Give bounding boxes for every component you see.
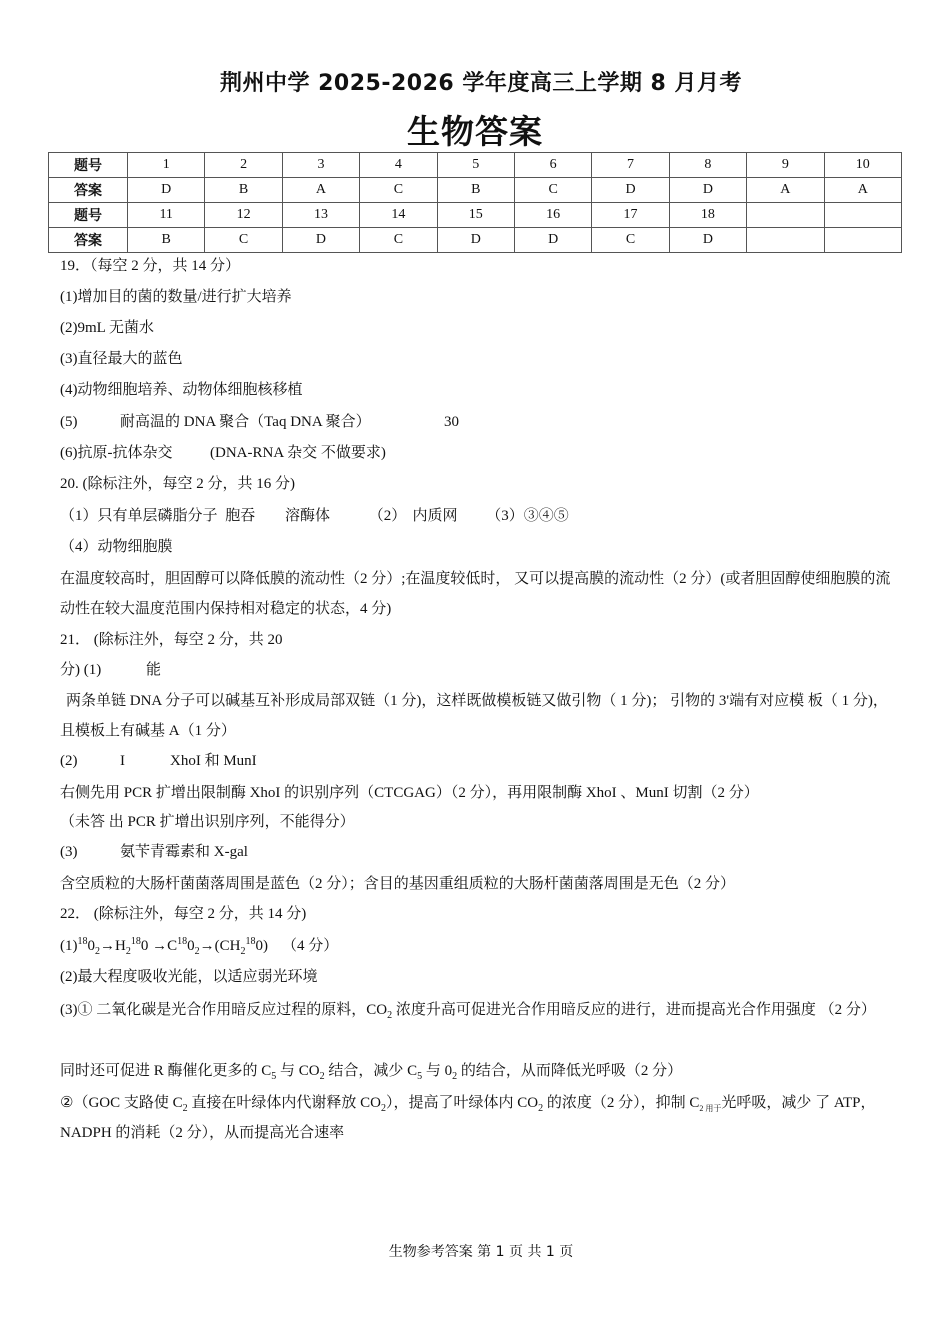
formula-part: 0 bbox=[87, 938, 95, 954]
subscript: 2 bbox=[125, 946, 131, 957]
answer-table bbox=[48, 152, 902, 253]
q20-answer-2-label: （2） bbox=[368, 508, 407, 524]
q21-answer-2-explanation: 右侧先用 PCR 扩增出限制酶 XhoI 的识别序列（CTCGAG）（2 分），再用限制酶 XhoI 、MunI 切割（2 分） bbox=[60, 785, 759, 801]
q20-answer-4-explanation: 在温度较高时，胆固醇可以降低膜的流动性（2 分）;在温度较低时， 又可以提高膜的流动性（2 分）(或者胆固醇使细胞膜的流动性在较大温度范围内保持相对稳定的状态，4 分) bbox=[60, 571, 891, 617]
q21-answer-3 bbox=[60, 842, 248, 862]
number-cell: 12 bbox=[205, 203, 282, 228]
isotope-mark: 18 bbox=[130, 936, 141, 947]
formula-part: 0) bbox=[255, 938, 268, 954]
subscript: 2 bbox=[380, 1103, 386, 1114]
subscript: 2 bbox=[319, 1071, 325, 1082]
text-part: 的结合，从而降低光呼吸（2 分） bbox=[457, 1063, 683, 1079]
formula-part: 0 →C bbox=[140, 938, 178, 954]
table-row bbox=[49, 153, 902, 178]
number-cell: 9 bbox=[747, 153, 824, 178]
number-cell: 15 bbox=[437, 203, 514, 228]
answer-cell: C bbox=[360, 228, 437, 253]
text-part: 与 CO bbox=[276, 1063, 320, 1079]
number-cell: 7 bbox=[592, 153, 669, 178]
answer-cell: C bbox=[592, 228, 669, 253]
formula-part: 0 bbox=[187, 938, 195, 954]
q21-answer-1 bbox=[60, 660, 161, 680]
answer-cell: C bbox=[514, 178, 591, 203]
formula-part: →(CH bbox=[199, 938, 241, 954]
q19-answer-3: (3)直径最大的蓝色 bbox=[60, 351, 183, 367]
q21-answer-3-explanation: 含空质粒的大肠杆菌菌落周围是蓝色（2 分）；含目的基因重组质粒的大肠杆菌菌落周围是无色（2 分） bbox=[60, 876, 736, 892]
q20-answer-1c: 溶酶体 bbox=[285, 508, 331, 524]
text-part: 结合，减少 C bbox=[324, 1063, 418, 1079]
isotope-mark: 18 bbox=[245, 936, 256, 947]
number-cell bbox=[824, 203, 901, 228]
header-cell: 题号 bbox=[49, 203, 128, 228]
q21-answer-2-label: (2) bbox=[60, 753, 78, 769]
q21-answer-3-label: (3) bbox=[60, 844, 78, 860]
subscript: 2 用于 bbox=[699, 1104, 722, 1113]
answer-cell: D bbox=[514, 228, 591, 253]
q21-answer-3-text: 氨苄青霉素和 X-gal bbox=[120, 844, 248, 860]
number-cell: 4 bbox=[360, 153, 437, 178]
q19-answer-5-label: (5) bbox=[60, 414, 78, 430]
q19-answer-6-label: (6)抗原-抗体杂交 bbox=[60, 445, 173, 461]
score-note: （4 分） bbox=[281, 938, 339, 954]
text-part: 直接在叶绿体内代谢释放 CO bbox=[187, 1095, 381, 1111]
q22-answer-1 bbox=[60, 936, 338, 956]
q19-answer-5-text: 耐高温的 DNA 聚合（Taq DNA 聚合） bbox=[120, 414, 371, 430]
q21-answer-2-text: XhoI 和 MunI bbox=[170, 753, 257, 769]
answer-cell: D bbox=[437, 228, 514, 253]
q21-answer-2-note: （未答 出 PCR 扩增出识别序列，不能得分） bbox=[60, 814, 355, 830]
table-row bbox=[49, 228, 902, 253]
q19-answer-5 bbox=[60, 412, 459, 432]
answer-cell: B bbox=[205, 178, 282, 203]
header-cell: 答案 bbox=[49, 228, 128, 253]
document-title: 荆州中学 2025-2026 学年度高三上学期 8 月月考 bbox=[219, 71, 743, 96]
q19-answer-6 bbox=[60, 443, 386, 463]
subscript: 2 bbox=[452, 1071, 458, 1082]
q22-heading: 22． (除标注外，每空 2 分，共 14 分) bbox=[60, 906, 307, 922]
isotope-mark: 18 bbox=[77, 936, 88, 947]
number-cell: 14 bbox=[360, 203, 437, 228]
answer-cell: D bbox=[669, 178, 746, 203]
table-row bbox=[49, 178, 902, 203]
q20-answer-4: （4）动物细胞膜 bbox=[60, 539, 173, 555]
answer-cell: D bbox=[669, 228, 746, 253]
header-cell: 答案 bbox=[49, 178, 128, 203]
number-cell: 1 bbox=[128, 153, 205, 178]
q20-answer-3: （3）③④⑤ bbox=[486, 508, 569, 524]
text-part: 同时还可促进 R 酶催化更多的 C bbox=[60, 1063, 272, 1079]
answer-cell: B bbox=[128, 228, 205, 253]
page-footer: 生物参考答案 第 1 页 共 1 页 bbox=[388, 1244, 574, 1260]
text-part: 的浓度（2 分），抑制 C bbox=[543, 1095, 700, 1111]
q20-answer-1-label: （1）只有单层磷脂分子 bbox=[60, 508, 218, 524]
number-cell: 13 bbox=[282, 203, 359, 228]
answer-cell bbox=[824, 228, 901, 253]
q20-answer-1-3 bbox=[60, 506, 569, 526]
subscript: 2 bbox=[387, 1010, 393, 1021]
number-cell: 10 bbox=[824, 153, 901, 178]
header-cell: 题号 bbox=[49, 153, 128, 178]
answer-cell: D bbox=[128, 178, 205, 203]
subscript: 2 bbox=[538, 1103, 544, 1114]
isotope-mark: 18 bbox=[177, 936, 188, 947]
q19-answer-1: (1)增加目的菌的数量/进行扩大培养 bbox=[60, 289, 292, 305]
q20-answer-2-text: 内质网 bbox=[412, 508, 458, 524]
subscript: 5 bbox=[417, 1071, 423, 1082]
number-cell: 5 bbox=[437, 153, 514, 178]
subscript: 2 bbox=[95, 946, 100, 957]
q20-answer-1b: 胞吞 bbox=[225, 508, 256, 524]
number-cell: 6 bbox=[514, 153, 591, 178]
number-cell: 8 bbox=[669, 153, 746, 178]
answer-cell bbox=[747, 228, 824, 253]
q20-heading: 20. (除标注外，每空 2 分，共 16 分) bbox=[60, 476, 295, 492]
q21-heading-cont: 分) (1) bbox=[60, 662, 102, 678]
q19-answer-5-value: 30 bbox=[444, 414, 459, 430]
q21-answer-1-explanation: 两条单链 DNA 分子可以碱基互补形成局部双链（1 分)，这样既做模板链又做引物（ 1 分)； 引物的 3'端有对应模 板（ 1 分)，且模板上有碱基 A（1 分） bbox=[60, 693, 888, 739]
q22-answer-2: (2)最大程度吸收光能，以适应弱光环境 bbox=[60, 969, 318, 985]
subscript: 2 bbox=[194, 946, 200, 957]
text-part: 与 0 bbox=[422, 1063, 453, 1079]
q19-answer-2: (2)9mL 无菌水 bbox=[60, 320, 155, 336]
answer-cell: A bbox=[747, 178, 824, 203]
number-cell: 18 bbox=[669, 203, 746, 228]
number-cell: 17 bbox=[592, 203, 669, 228]
text-part: (3)① 二氧化碳是光合作用暗反应过程的原料，CO bbox=[60, 1002, 388, 1018]
q19-heading: 19．（每空 2 分，共 14 分） bbox=[60, 258, 241, 274]
q19-answer-4: (4)动物细胞培养、动物体细胞核移植 bbox=[60, 382, 303, 398]
q19-answer-6-note: (DNA-RNA 杂交 不做要求) bbox=[210, 445, 386, 461]
subscript: 2 bbox=[182, 1103, 188, 1114]
answer-cell: A bbox=[282, 178, 359, 203]
table-row bbox=[49, 203, 902, 228]
number-cell: 16 bbox=[514, 203, 591, 228]
q21-heading: 21． (除标注外，每空 2 分，共 20 bbox=[60, 632, 283, 648]
q22-answer-1-label: (1) bbox=[60, 938, 78, 954]
q22-answer-3-part3 bbox=[60, 1088, 895, 1148]
q22-answer-3-part2 bbox=[60, 1061, 682, 1081]
text-part: ②（GOC 支路使 C bbox=[60, 1095, 183, 1111]
document-subtitle: 生物答案 bbox=[407, 112, 543, 151]
answer-cell: C bbox=[360, 178, 437, 203]
answer-cell: A bbox=[824, 178, 901, 203]
answer-cell: D bbox=[282, 228, 359, 253]
number-cell: 2 bbox=[205, 153, 282, 178]
q22-answer-3-part1 bbox=[60, 995, 895, 1025]
answer-cell: C bbox=[205, 228, 282, 253]
formula-part: →H bbox=[100, 938, 126, 954]
text-part: 浓度升高可促进光合作用暗反应的进行，进而提高光合作用强度 （2 分） bbox=[392, 1002, 876, 1018]
q21-answer-1-value: 能 bbox=[146, 662, 162, 678]
number-cell: 3 bbox=[282, 153, 359, 178]
text-part: ），提高了叶绿体内 CO bbox=[385, 1095, 539, 1111]
number-cell: 11 bbox=[128, 203, 205, 228]
text-part: 光呼吸，减少 了 ATP，NADPH 的消耗（2 分），从而提高光合速率 bbox=[60, 1095, 876, 1141]
answer-cell: D bbox=[592, 178, 669, 203]
subscript: 2 bbox=[240, 946, 246, 957]
subscript: 5 bbox=[271, 1071, 277, 1082]
q21-answer-2 bbox=[60, 751, 257, 771]
number-cell bbox=[747, 203, 824, 228]
q21-answer-2-roman: I bbox=[120, 753, 125, 769]
answer-cell: B bbox=[437, 178, 514, 203]
